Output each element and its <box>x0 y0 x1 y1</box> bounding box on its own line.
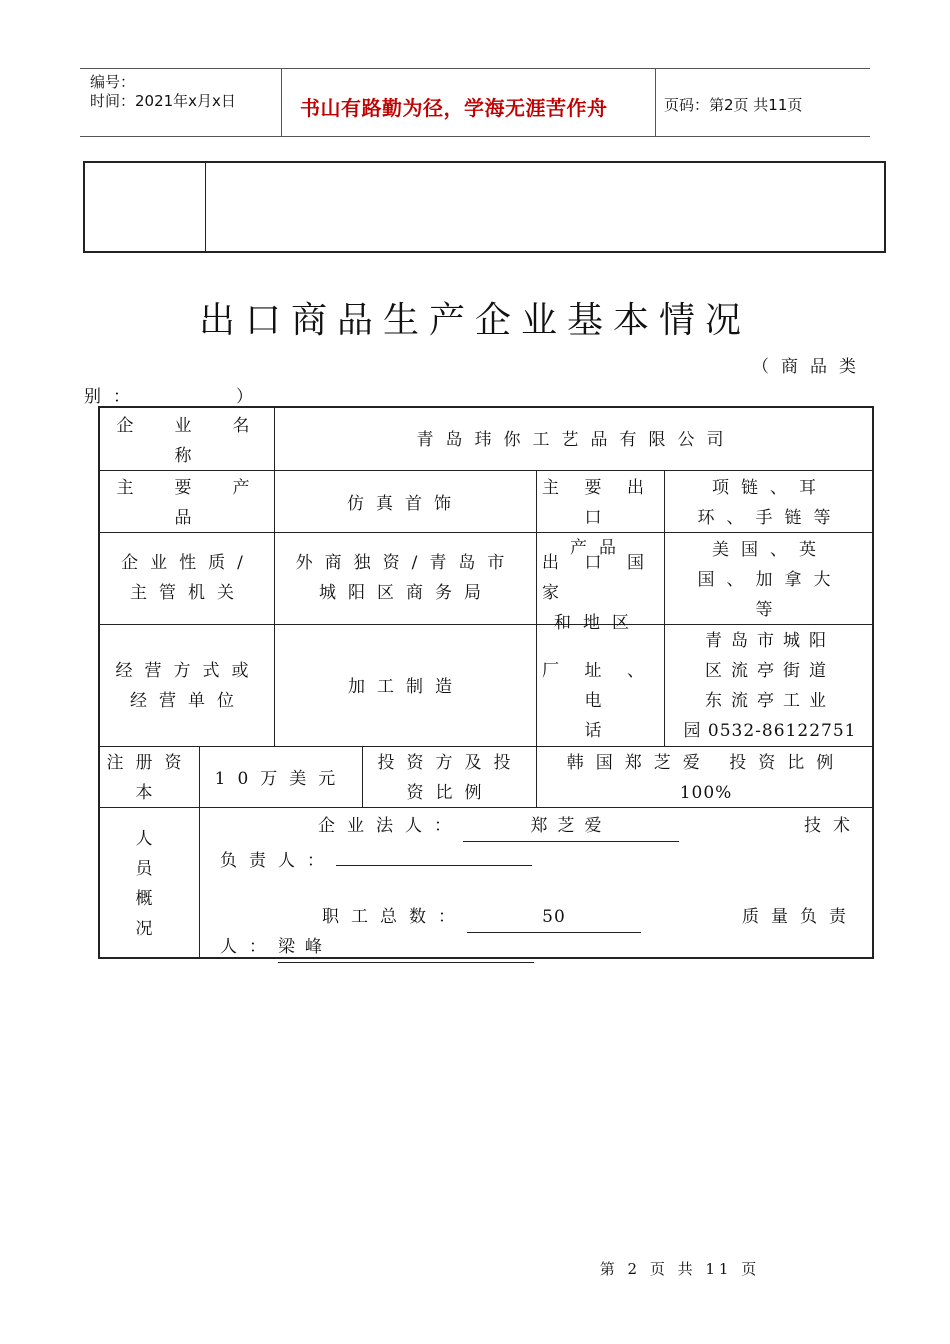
company-name-value: 青岛玮你工艺品有限公司 <box>416 430 736 450</box>
col-rule-label <box>274 408 275 746</box>
header-motto: 书山有路勤为径，学海无涯苦作舟 <box>300 96 608 120</box>
business-mode-value: 加工制造 <box>348 677 464 697</box>
time-label: 时间：2021年x月x日 <box>90 92 236 110</box>
quality-lead-value: 梁峰 <box>278 932 534 963</box>
row-rule-4 <box>100 746 872 747</box>
top-box-divider <box>205 163 206 251</box>
address-value: 青岛市城阳 区流亭街道 东流亭工业 园 0532-86122751 <box>683 631 857 741</box>
col-rule-right <box>664 470 665 746</box>
investor-value: 韩国郑芝爱 投资比例 100% <box>566 753 846 803</box>
tech-lead-value <box>336 841 532 866</box>
capital-label: 注册资 本 <box>106 753 194 803</box>
serial-label: 编号： <box>90 73 136 91</box>
nature-value: 外商独资/青岛市 城阳区商务局 <box>295 553 517 603</box>
tech-lead-line: 负责人： <box>220 841 532 876</box>
total-staff-line: 职工总数： 50 <box>322 902 641 933</box>
staff-label: 人 员 概 况 <box>135 829 165 939</box>
company-info-table <box>98 406 874 959</box>
total-staff-value: 50 <box>467 902 641 933</box>
col-rule-capital-value <box>362 746 363 807</box>
capital-value: 10万美元 <box>214 769 348 789</box>
main-export-value: 项链、耳 环、手链等 <box>697 478 843 528</box>
col-rule-mid <box>536 470 537 807</box>
main-products-label: 主 要 产 品 <box>116 478 262 528</box>
nature-label: 企业性质/ 主管机关 <box>121 553 255 603</box>
export-countries-value: 美国、英 国、加拿大 等 <box>697 540 843 620</box>
tech-lead-label: 技术 <box>804 816 862 836</box>
col-rule-capital-label <box>199 746 200 959</box>
page-info: 页码：第2页 共11页 <box>664 96 803 114</box>
investor-label: 投资方及投 资比例 <box>377 753 523 803</box>
legal-person-value: 郑芝爱 <box>463 811 679 842</box>
header-divider-left <box>281 68 282 136</box>
category-label-cont: 别： <box>84 387 142 407</box>
quality-lead-label: 质量负责 <box>742 907 858 927</box>
header-bottom-rule <box>80 136 870 137</box>
category-label: （商品类 <box>752 357 868 377</box>
main-export-label: 主要出口 产品 <box>542 478 656 558</box>
page-footer: 第 2 页 共 11 页 <box>599 1260 761 1278</box>
business-mode-label: 经营方式或 经营单位 <box>115 661 261 711</box>
export-countries-label: 出口国家 和地区 <box>542 553 656 633</box>
address-label: 厂址、电 话 <box>542 661 656 741</box>
page-title: 出口商品生产企业基本情况 <box>198 300 751 341</box>
main-products-value: 仿真首饰 <box>347 494 463 514</box>
company-name-label: 企 业 名 称 <box>116 416 262 466</box>
legal-person-line: 企业法人： 郑芝爱 <box>318 811 679 842</box>
category-close: ） <box>236 387 265 407</box>
top-blank-box <box>83 161 886 253</box>
header-top-rule <box>80 68 870 69</box>
header-divider-right <box>655 68 656 136</box>
quality-lead-line: 人：梁峰 <box>220 932 534 963</box>
